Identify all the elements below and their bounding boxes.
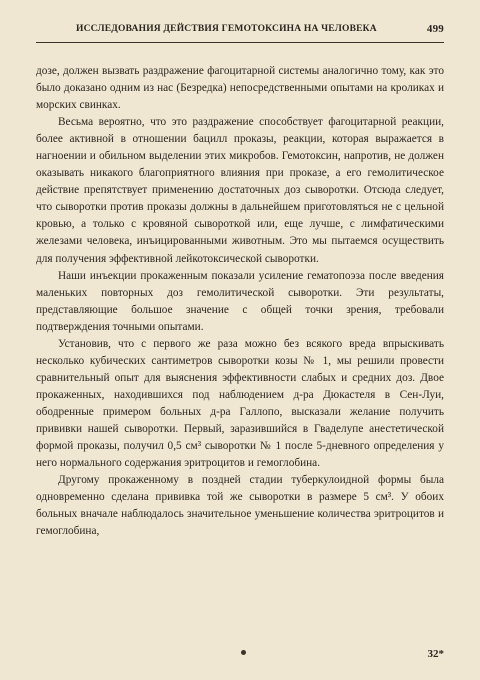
- header-rule: [36, 42, 444, 43]
- paragraph-3: Наши инъекции прокаженным показали усиление гематопоэза после введения маленьких повторных доз гемолитической сыворотки. Эти результаты, представляющие большое значение с общей точки зрения, требовали подтверждения точными опытами.: [36, 269, 444, 333]
- paragraph-2: Весьма вероятно, что это раздражение способствует фагоцитарной реакции, более активной в отношении бацилл проказы, реакции, которая выражается в нагноении и обильном выделении этих микробов. Гемотоксин, напротив, не должен оказывать никакого благоприятного влияния при проказе, а его гемолитическое действие препятствует применению достаточных доз сыворотки. Отсюда следует, что сыворотки против проказы должны в дальнейшем приготовляться не с цельной кровью, а только с кровяной сывороткой или, еще лучше, с лимфатическими железами человека, инъицированными животным. Это мы пытаемся осуществить для получения эффективной лейкотоксической сыворотки.: [36, 116, 444, 265]
- running-title: ИССЛЕДОВАНИЯ ДЕЙСТВИЯ ГЕМОТОКСИНА НА ЧЕЛОВЕКА: [76, 24, 377, 34]
- ink-dot: [241, 650, 246, 655]
- running-header: [36, 24, 444, 38]
- page-number: 499: [426, 23, 444, 35]
- signature-mark: 32*: [427, 648, 444, 660]
- paragraph-5: Другому прокаженному в поздней стадии туберкулоидной формы была одновременно сделана прививка той же сыворотки в размере 5 см³. У обоих больных вначале наблюдалось значительное уменьшение количества эритроцитов и гемоглобина,: [36, 474, 444, 538]
- paragraph-1: дозе, должен вызвать раздражение фагоцитарной системы аналогично тому, как это было доказано одним из нас (Безредка) непосредственными опытами на кроликах и морских свинках.: [36, 65, 444, 112]
- body-text: [36, 63, 444, 540]
- page-footer: [36, 648, 444, 662]
- paragraph-4: Установив, что с первого же раза можно без всякого вреда впрыскивать несколько кубических сантиметров сыворотки козы № 1, мы решили провести сравнительный опыт для выяснения эффективности слабых и средних доз. Двое прокаженных, находившихся под наблюдением д-ра Дюкастеля в Сен-Луи, ободренные примером больных д-ра Галлопо, высказали желание получить прививки нашей сыворотки. Первый, заразившийся в Гваделупе анестетической формой проказы, получил 0,5 см³ сыворотки № 1 после 5-дневного определения у него нормального содержания эритроцитов и гемоглобина.: [36, 337, 444, 470]
